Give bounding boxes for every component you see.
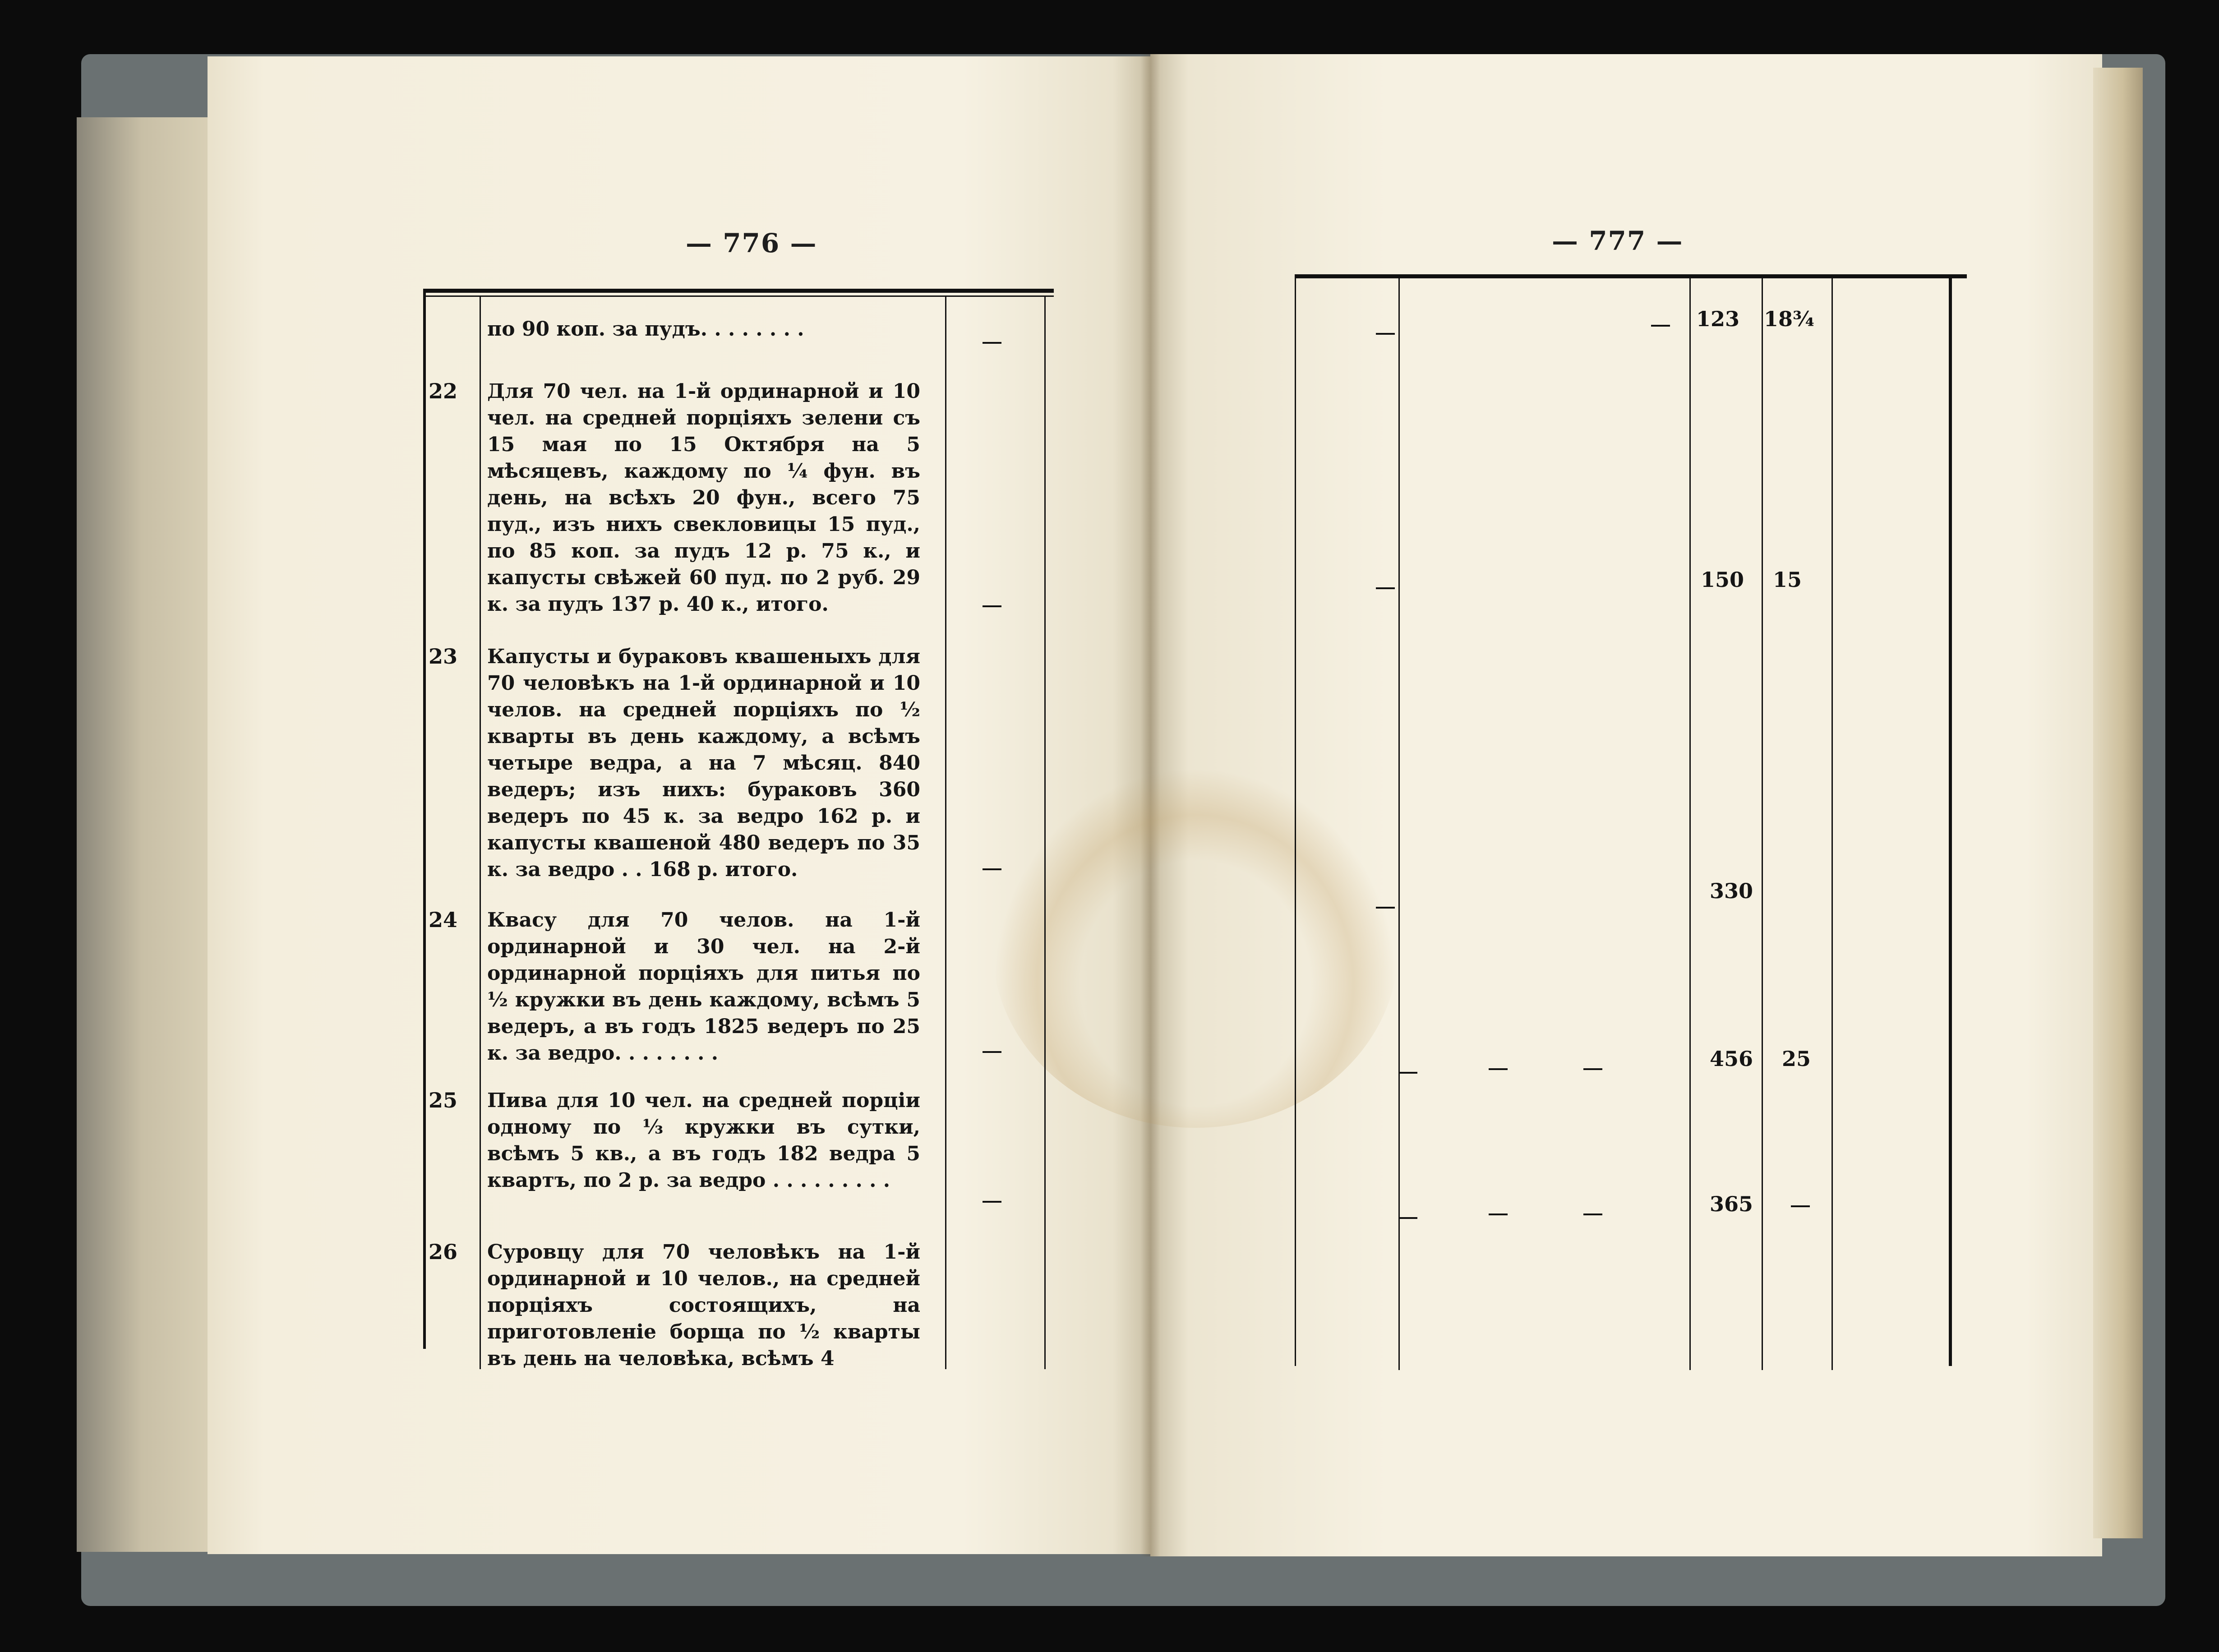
amount-dash — [983, 1201, 1001, 1203]
entry-number: 26 — [429, 1240, 458, 1264]
entry-text: Капусты и бураковъ квашеныхъ для 70 человѣкъ на 1-й ординарной и 10 челов. на средней порціяхъ по ½ кварты въ день каждому, а всѣмъ четыре ведра, а на 7 мѣсяц. 840 ведеръ; изъ нихъ: бураковъ 360 ведеръ по 45 к. за ведро 162 р. и капусты квашеной 480 ведеръ по 35 к. за ведро . . 168 р. итого. — [487, 645, 920, 881]
entry-text: Пива для 10 чел. на средней порціи одному по ⅓ кружки въ сутки, всѣмъ 5 кв., а въ годъ 182 ведра 5 квартъ, по 2 р. за ведро . . . . . . . . . — [487, 1089, 920, 1192]
amount-dash — [1376, 333, 1395, 335]
page-number-right: — 777 — — [1552, 226, 1684, 256]
amount-dash — [1489, 1214, 1508, 1215]
amount-dash — [1376, 907, 1395, 909]
water-stain — [992, 767, 1398, 1128]
amount-dash — [1583, 1214, 1602, 1215]
entry-text: по 90 коп. за пудъ. . . . . . . . — [487, 318, 804, 341]
table-vline-right-3 — [1689, 278, 1691, 1370]
entry-text: Для 70 чел. на 1-й ординарной и 10 чел. на средней порціяхъ зелени съ 15 мая по 15 Октября на 5 мѣсяцевъ, каждому по ¼ фун. въ день, на всѣхъ 20 фун., всего 75 пуд., изъ нихъ свекловицы 15 пуд., по 85 коп. за пудъ 12 р. 75 к., и капусты свѣжей 60 пуд. по 2 руб. 29 к. за пудъ 137 р. 40 к., итого. — [487, 380, 920, 616]
table-vline-left-1 — [423, 289, 426, 1349]
table-vline-right-2 — [1398, 278, 1400, 1370]
entry-text: Суровцу для 70 человѣкъ на 1-й ординарной и 10 челов., на средней порціяхъ состоящихъ, на приготовленіе борща по ½ кварты въ день на человѣка, всѣмъ 4 — [487, 1241, 920, 1370]
amount-dash — [1791, 1205, 1810, 1207]
amount-dash — [983, 605, 1001, 607]
amount-dash — [1651, 325, 1670, 327]
amount-dash — [983, 342, 1001, 344]
page-edge-right — [2093, 68, 2143, 1538]
table-top-rule-left-thin — [423, 295, 1054, 297]
table-top-rule-left — [423, 289, 1054, 293]
amount-dash — [1489, 1068, 1508, 1070]
entry-number: 24 — [429, 908, 458, 932]
entry-number: 23 — [429, 644, 458, 669]
entry-number: 22 — [429, 379, 458, 403]
entry-number: 25 — [429, 1088, 458, 1112]
amount-dash — [983, 868, 1001, 870]
table-vline-right-6 — [1949, 274, 1952, 1366]
amount-rubles: 150 — [1701, 568, 1744, 592]
amount-dash — [1583, 1068, 1602, 1070]
table-vline-left-3 — [945, 295, 946, 1369]
amount-dash — [1398, 1217, 1417, 1219]
table-vline-right-1 — [1295, 274, 1296, 1366]
table-vline-left-2 — [480, 295, 481, 1369]
amount-rubles: 330 — [1710, 879, 1753, 903]
amount-rubles: 456 — [1710, 1047, 1753, 1071]
amount-kopecks: 25 — [1782, 1047, 1811, 1071]
table-vline-left-4 — [1044, 295, 1046, 1369]
page-number-left: — 776 — — [686, 228, 817, 258]
amount-dash — [1376, 587, 1395, 589]
amount-rubles: 123 — [1696, 307, 1740, 331]
amount-dash — [1398, 1072, 1417, 1074]
amount-rubles: 365 — [1710, 1192, 1753, 1216]
entry-text: Квасу для 70 челов. на 1-й ординарной и 30 чел. на 2-й ординарной порціяхъ для питья по ½ кружки въ день каждому, всѣмъ 5 ведеръ, а въ годъ 1825 ведеръ по 25 к. за ведро. . . . . . . . — [487, 909, 920, 1065]
table-top-rule-right — [1295, 274, 1967, 278]
amount-kopecks: 15 — [1773, 568, 1802, 592]
amount-dash — [983, 1051, 1001, 1053]
table-vline-right-5 — [1831, 278, 1833, 1370]
amount-kopecks: 18¾ — [1764, 307, 1814, 331]
table-vline-right-4 — [1762, 278, 1763, 1370]
